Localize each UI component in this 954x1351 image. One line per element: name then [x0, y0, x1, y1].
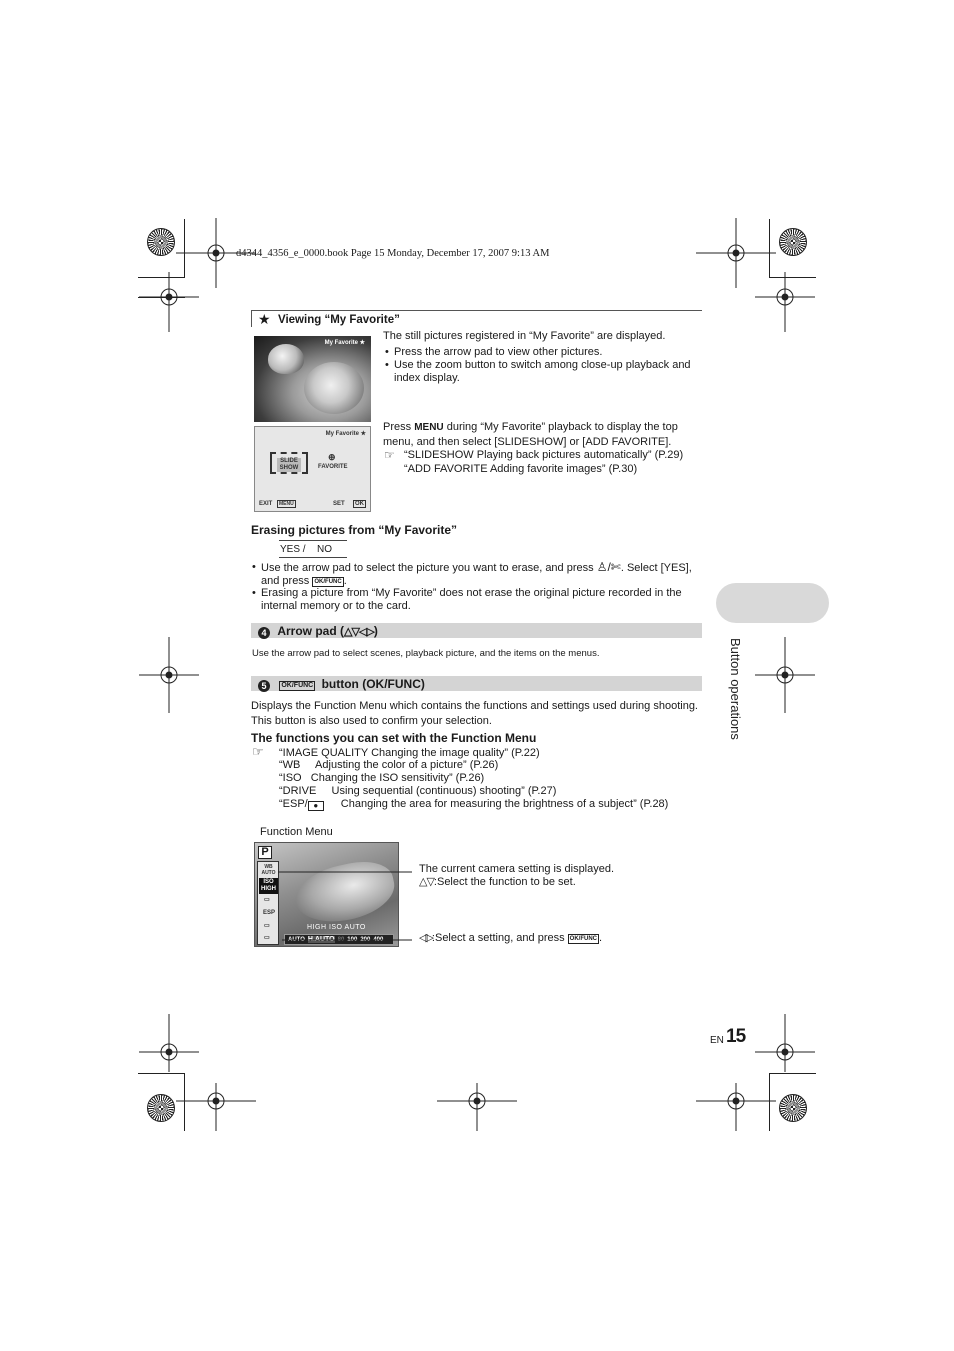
setting-option: 400 — [373, 936, 384, 943]
language-label: EN — [710, 1035, 724, 1046]
setting-option-selected: H.AUTO — [307, 936, 335, 943]
chapter-tab — [716, 583, 829, 623]
slideshow-label: SLIDE SHOW — [277, 458, 301, 472]
screen-label: My Favorite ★ — [325, 431, 366, 437]
page-number: 15 — [726, 1026, 746, 1047]
favorite-menu-screen — [254, 426, 371, 512]
file-info-header: d4344_4356_e_0000.book Page 15 Monday, December 17, 2007 9:13 AM — [236, 248, 550, 259]
favorite-ref: “SLIDESHOW Playing back pictures automatically” (P.29) — [404, 449, 684, 461]
press-text: Press — [383, 421, 412, 433]
function-callout-2 — [419, 876, 576, 889]
favorite-heading: Viewing “My Favorite” — [278, 314, 400, 326]
menu-item-quality: ▭ — [264, 923, 270, 929]
setting-option: 200 — [360, 936, 371, 943]
add-favorite-icon: ⊕ — [328, 452, 336, 462]
okfunc-heading — [258, 677, 425, 692]
erase-icon: ♙/✄ — [596, 560, 621, 574]
arrow-heading-text: Arrow pad ( — [277, 624, 345, 638]
arrow-heading-close: ) — [373, 624, 378, 638]
erasing-text: . Select [YES], — [620, 562, 692, 574]
esp-ref-text: Changing the area for measuring the brightness of a subject” (P.28) — [340, 798, 669, 810]
function-ref-esp — [279, 798, 668, 811]
menu-word: MENU — [414, 422, 444, 433]
section-rule — [251, 310, 702, 311]
arrow-pad-icons: △▽◁▷ — [344, 626, 374, 638]
up-down-arrow-icon: △▽ — [419, 876, 434, 888]
okfunc-text: Displays the Function Menu which contains the functions and settings used during shooting. — [251, 700, 698, 712]
number-badge: 5 — [258, 680, 270, 692]
okfunc-text: This button is also used to confirm your selection. — [251, 715, 492, 727]
okfunc-icon: OK/FUNC — [314, 579, 342, 585]
erasing-text: and press — [261, 575, 310, 587]
esp-ref-text: “ESP/ — [279, 798, 308, 810]
erasing-bullet-1: • Use the arrow pad to select the picture you want to erase, and press ♙/✄. Select [YES], and press OK/FUNC . — [252, 560, 692, 587]
arrow-pad-text: Use the arrow pad to select scenes, playback picture, and the items on the menus. — [252, 648, 600, 659]
dog-photo-shape — [268, 344, 304, 374]
favorite-ref: “ADD FAVORITE Adding favorite images” (P.30) — [404, 463, 638, 475]
callout-lines — [270, 860, 430, 970]
favorite-photo-screen — [254, 336, 371, 422]
favorite-bullet: • Press the arrow pad to view other pictures. — [394, 346, 602, 359]
menu-item-iso: ISO HIGH — [261, 879, 276, 892]
okfunc-icon: OK/FUNC — [281, 682, 314, 689]
okfunc-heading-text: button (OK/FUNC) — [321, 677, 425, 691]
function-ref: “WB Adjusting the color of a picture” (P.26) — [279, 759, 499, 771]
number-badge: 4 — [258, 627, 270, 639]
child-photo-shape — [304, 362, 364, 414]
favorite-intro: The still pictures registered in “My Favorite” are displayed. — [383, 330, 666, 342]
reference-hand-icon: ☞ — [384, 448, 395, 462]
exit-label: EXIT — [259, 501, 273, 507]
function-callout-1: The current camera setting is displayed. — [419, 863, 615, 875]
setting-option: AUTO — [288, 936, 305, 943]
reference-hand-icon: ☞ — [252, 744, 264, 759]
function-ref: “DRIVE Using sequential (continuous) shooting” (P.27) — [279, 785, 557, 797]
menu-item-reset: ▭ — [264, 935, 270, 941]
function-callout-3: ◁▷:Select a setting, and press OK/FUNC . — [419, 932, 603, 944]
favorite-bullet: • Use the zoom button to switch among close-up playback and index display. — [394, 359, 702, 385]
yes-no-box — [279, 540, 347, 558]
left-right-arrow-icon: ◁▷ — [419, 932, 432, 944]
favorite-label: FAVORITE — [318, 464, 348, 470]
star-icon: ★ — [258, 311, 271, 327]
section-rule-left — [251, 310, 252, 327]
function-ref: “ISO Changing the ISO sensitivity” (P.26) — [279, 772, 485, 784]
menu-item-wb: WB AUTO — [261, 864, 276, 876]
function-ref: “IMAGE QUALITY Changing the image quality” (P.22) — [279, 747, 540, 759]
setting-title: HIGH ISO AUTO — [307, 924, 366, 931]
function-list-heading: The functions you can set with the Function Menu — [251, 731, 537, 745]
ok-key: OK — [355, 501, 364, 507]
callout-text: :Select the function to be set. — [433, 876, 576, 888]
menu-key: MENU — [279, 501, 294, 507]
chapter-title — [729, 638, 745, 758]
okfunc-icon: OK/FUNC — [569, 936, 598, 942]
chapter-title-text: Button operations — [728, 638, 743, 740]
arrow-pad-heading — [258, 624, 378, 639]
callout-text: :Select a setting, and press — [431, 932, 565, 944]
erasing-heading: Erasing pictures from “My Favorite” — [251, 523, 458, 537]
favorite-menu-text — [383, 420, 701, 449]
erasing-bullet-2: • Erasing a picture from “My Favorite” does not erase the original picture recorded in the internal memory or to the card. — [261, 587, 701, 613]
setting-option: 80 — [337, 936, 345, 943]
no-option: NO — [317, 544, 332, 555]
spot-metering-icon: ● — [308, 801, 324, 811]
erasing-text: Use the arrow pad to select the picture you want to erase, and press — [261, 562, 594, 574]
setting-option: 100 — [347, 936, 358, 943]
menu-item-drive: ▭ — [264, 897, 270, 903]
yes-option: YES / — [280, 544, 306, 555]
menu-item-esp: ESP — [263, 910, 276, 916]
screen-label: My Favorite ★ — [324, 340, 365, 346]
function-menu-label: Function Menu — [260, 826, 333, 838]
press-post-text: during “My Favorite” playback to display the top menu, and then select [SLIDESHOW] or [ADD FAVORITE]. — [383, 421, 678, 448]
set-label: SET — [333, 501, 345, 507]
mode-indicator: P — [258, 846, 272, 859]
